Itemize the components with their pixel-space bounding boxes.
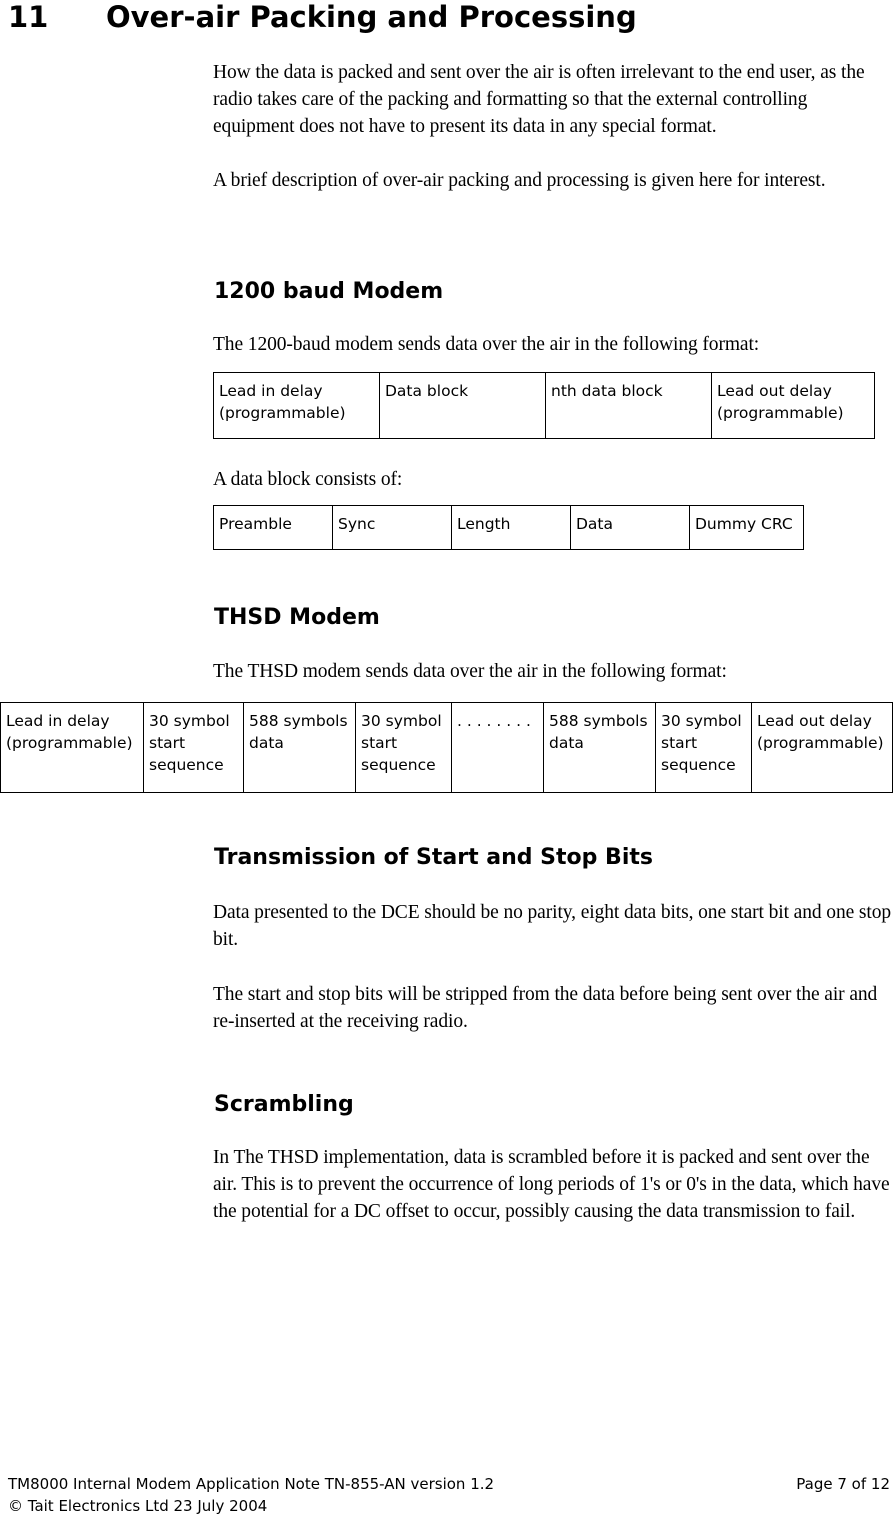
format-cell: Lead in delay (programmable) <box>1 703 144 793</box>
format-cell: 30 symbol start sequence <box>356 703 452 793</box>
format-cell: Data block <box>380 373 546 439</box>
modem1200-format-table <box>213 372 875 439</box>
block-cell: Dummy CRC <box>690 506 804 550</box>
modem1200-text: The 1200-baud modem sends data over the air in the following format: <box>213 334 760 355</box>
startstop-paragraph-1: Data presented to the DCE should be no parity, eight data bits, one start bit and one stop bit. <box>213 902 892 950</box>
format-cell: . . . . . . . . <box>452 703 544 793</box>
intro-paragraph-1: How the data is packed and sent over the air is often irrelevant to the end user, as the radio takes care of the packing and formatting so that the external controlling equipment does not have to present its data in any special format. <box>213 62 865 137</box>
footer-document-title: TM8000 Internal Modem Application Note TN-855-AN version 1.2 <box>8 1475 495 1493</box>
thsd-text: The THSD modem sends data over the air in the following format: <box>213 661 727 682</box>
footer-page-number: Page 7 of 12 <box>796 1475 890 1493</box>
format-cell: Lead out delay (programmable) <box>752 703 893 793</box>
section-heading-scrambling: Scrambling <box>214 1092 354 1117</box>
section-heading-thsd: THSD Modem <box>214 605 380 630</box>
chapter-title <box>8 0 637 34</box>
format-cell: Lead out delay (programmable) <box>712 373 875 439</box>
footer-copyright: © Tait Electronics Ltd 23 July 2004 <box>8 1497 268 1515</box>
intro-paragraph-2: A brief description of over-air packing and processing is given here for interest. <box>213 170 826 191</box>
format-cell: Lead in delay (programmable) <box>214 373 380 439</box>
thsd-format-table <box>0 702 893 793</box>
block-cell: Sync <box>333 506 452 550</box>
format-cell: 588 symbols data <box>544 703 656 793</box>
format-cell: nth data block <box>546 373 712 439</box>
scrambling-paragraph: In The THSD implementation, data is scrambled before it is packed and sent over the air. This is to prevent the occurrence of long periods of 1's or 0's in the data, which have the potential for a DC offset to occur, possibly causing the data transmission to fail. <box>213 1147 890 1222</box>
data-block-table <box>213 505 804 550</box>
format-cell: 30 symbol start sequence <box>656 703 752 793</box>
data-block-text: A data block consists of: <box>213 469 403 490</box>
block-cell: Data <box>571 506 690 550</box>
startstop-paragraph-2: The start and stop bits will be stripped from the data before being sent over the air and re-inserted at the receiving radio. <box>213 984 878 1032</box>
section-heading-1200-baud: 1200 baud Modem <box>214 279 444 304</box>
chapter-title-text: Over-air Packing and Processing <box>106 0 637 34</box>
block-cell: Length <box>452 506 571 550</box>
section-heading-start-stop: Transmission of Start and Stop Bits <box>214 845 653 870</box>
format-cell: 588 symbols data <box>244 703 356 793</box>
block-cell: Preamble <box>214 506 333 550</box>
chapter-number: 11 <box>8 0 49 34</box>
format-cell: 30 symbol start sequence <box>144 703 244 793</box>
